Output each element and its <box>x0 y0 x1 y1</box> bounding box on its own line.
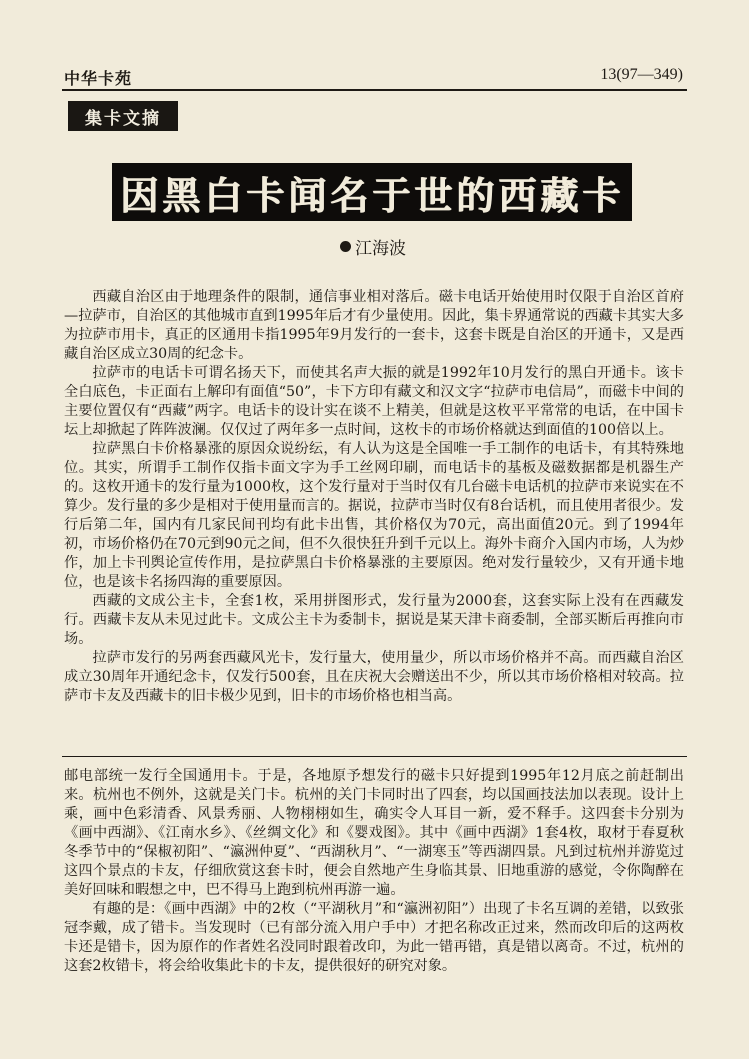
author-byline <box>340 234 406 259</box>
article-main-body <box>64 288 684 706</box>
section-tag-label: 集卡文摘 <box>85 108 161 129</box>
author-name: 江海波 <box>355 239 406 259</box>
title-band <box>112 163 632 221</box>
section-tag <box>68 101 178 131</box>
header-rule <box>62 89 687 91</box>
paragraph: 西藏的文成公主卡，全套1枚，采用拼图形式，发行量为2000套，这套实际上没有在西藏发行。西藏卡友从未见过此卡。文成公主卡为委制卡，据说是某天津卡商委制，全部买断后再推向市场。 <box>64 593 684 647</box>
section-divider <box>62 756 687 757</box>
paragraph: 邮电部统一发行全国通用卡。于是，各地原予想发行的磁卡只好提到1995年12月底之前赶制出来。杭州也不例外，这就是关门卡。杭州的关门卡同时出了四套，均以国画技法加以表现。设计上乘，画中色彩清香、风景秀丽、人物栩栩如生，确实令人耳目一新，爱不释手。这四套卡分别为《画中西湖》、《江南水乡》、《丝绸文化》和《婴戏图》。其中《画中西湖》1套4枚，取材于春夏秋冬季节中的“保椒初阳”、“瀛洲仲夏”、“西湖秋月”、“一湖寒玉”等西湖四景。凡到过杭州并游览过这四个景点的卡友，仔细欣赏这套卡时，便会自然地产生身临其景、旧地重游的感觉，令你陶醉在美好回味和暇想之中，巴不得马上跑到杭州再游一遍。 <box>64 768 684 898</box>
article-continued-body <box>64 767 684 976</box>
paragraph: 有趣的是：《画中西湖》中的2枚（“平湖秋月”和“瀛洲初阳”）出现了卡名互调的差错，以致张冠李戴，成了错卡。当发现时（已有部分流入用户手中）才把名称改正过来，然而改印后的这两枚卡还是错卡，因为原作的作者姓名没同时跟着改印，为此一错再错，真是错以离奇。不过，杭州的这套2枚错卡，将会给收集此卡的卡友，提供很好的研究对象。 <box>64 901 684 974</box>
paragraph: 拉萨黑白卡价格暴涨的原因众说纷纭，有人认为这是全国唯一手工制作的电话卡，有其特殊地位。其实，所谓手工制作仅指卡面文字为手工丝网印刷，而电话卡的基板及磁数据都是机器生产的。这枚开通卡的发行量为1000枚，这个发行量对于当时仅有几台磁卡电话机的拉萨市来说实在不算少。发行量的多少是相对于使用量而言的。据说，拉萨市当时仅有8台话机，而且使用者很少。发行后第二年，国内有几家民间刊均有此卡出售，其价格仅为70元，高出面值20元。到了1994年初，市场价格仍在70元到90元之间，但不久很快狂升到千元以上。海外卡商介入国内市场，人为炒作，加上卡刊舆论宣传作用，是拉萨黑白卡价格暴涨的主要原因。绝对发行量较少，又有开通卡地位，也是该卡名扬四海的重要原因。 <box>64 441 684 590</box>
paragraph: 西藏自治区由于地理条件的限制，通信事业相对落后。磁卡电话开始使用时仅限于自治区首府—拉萨市，自治区的其他城市直到1995年后才有少量使用。因此，集卡界通常说的西藏卡其实大多为拉萨市用卡，真正的区通用卡指1995年9月发行的一套卡，这套卡既是自治区的开通卡，又是西藏自治区成立30周的纪念卡。 <box>64 289 684 362</box>
paragraph: 拉萨市发行的另两套西藏风光卡，发行量大，使用量少，所以市场价格并不高。而西藏自治区成立30周年开通纪念卡，仅发行500套，且在庆祝大会赠送出不少，所以其市场价格相对较高。拉萨市卡友及西藏卡的旧卡极少见到，旧卡的市场价格也相当高。 <box>64 650 684 704</box>
bullet-dot-icon <box>340 241 351 252</box>
paragraph: 拉萨市的电话卡可谓名扬天下，而使其名声大振的就是1992年10月发行的黑白开通卡。该卡全白底色，卡正面右上解印有面值“50”，卡下方印有藏文和汉文字“拉萨市电信局”，而磁卡中间的主要位置仅有“西藏”两字。电话卡的设计实在谈不上精美，但就是这枚平平常常的电话，在中国卡坛上却掀起了阵阵波澜。仅仅过了两年多一点时间，这枚卡的市场价格就达到面值的100倍以上。 <box>64 365 684 438</box>
magazine-name: 中华卡苑 <box>64 69 133 88</box>
issue-number: 13(97—349) <box>600 66 683 83</box>
article-title: 因黑白卡闻名于世的西藏卡 <box>119 173 624 218</box>
